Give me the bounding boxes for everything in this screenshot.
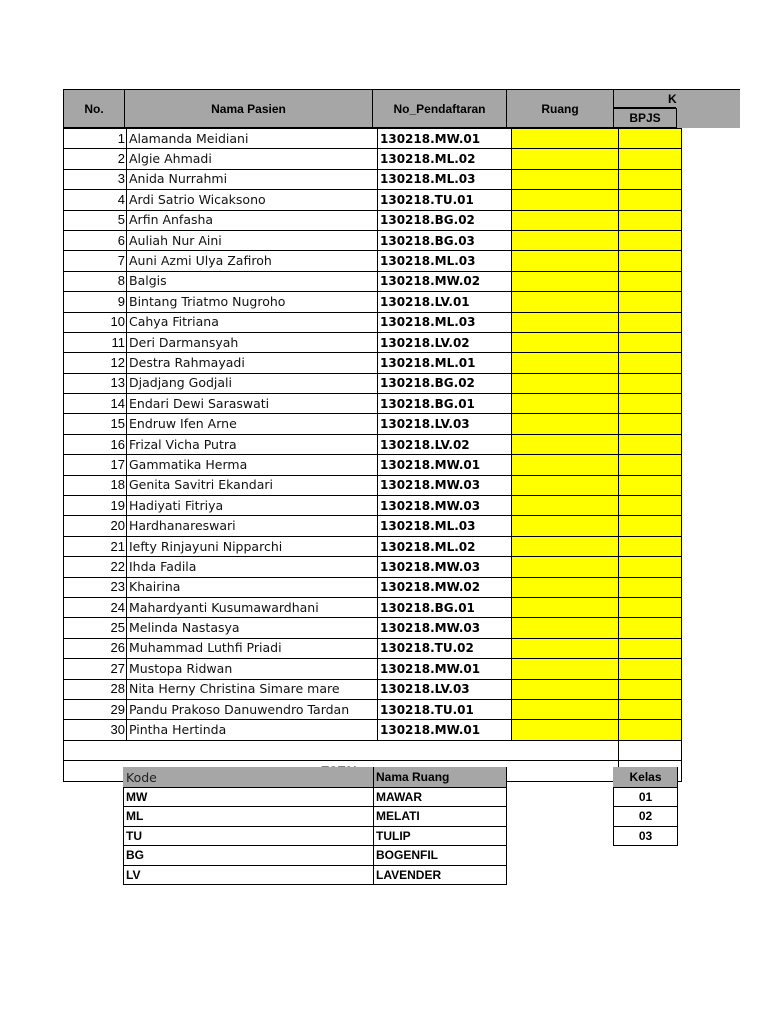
patient-name[interactable]: Bintang Triatmo Nugroho (127, 292, 378, 312)
row-number[interactable]: 27 (64, 659, 127, 679)
table-row (64, 638, 682, 658)
registration-number[interactable]: 130218.MW.01 (378, 659, 512, 679)
table-row (64, 496, 682, 516)
header-kelas: K (613, 89, 740, 108)
kelas-row (614, 787, 678, 807)
registration-number[interactable]: 130218.LV.03 (378, 679, 512, 699)
table-row (64, 679, 682, 699)
patient-name[interactable]: Mustopa Ridwan (127, 659, 378, 679)
ruang-nama[interactable]: MELATI (374, 807, 507, 827)
kelas-table (613, 767, 678, 846)
bpjs-cell[interactable] (619, 394, 682, 414)
ruang-cell[interactable] (512, 312, 619, 332)
table-row (64, 312, 682, 332)
ruang-kode[interactable]: MW (124, 787, 374, 807)
row-number[interactable]: 1 (64, 129, 127, 149)
bpjs-cell[interactable] (619, 414, 682, 434)
empty-bpjs-cell[interactable] (619, 740, 682, 760)
registration-number[interactable]: 130218.MW.01 (378, 129, 512, 149)
patient-name[interactable]: Destra Rahmayadi (127, 353, 378, 373)
ruang-table (123, 767, 507, 885)
patient-name[interactable]: Endari Dewi Saraswati (127, 394, 378, 414)
row-number[interactable]: 18 (64, 475, 127, 495)
kelas-value[interactable]: 01 (614, 787, 678, 807)
registration-number[interactable]: 130218.LV.01 (378, 292, 512, 312)
registration-number[interactable]: 130218.BG.01 (378, 597, 512, 617)
bpjs-cell[interactable] (619, 659, 682, 679)
table-row (64, 659, 682, 679)
table-row (64, 129, 682, 149)
patient-name[interactable]: Frizal Vicha Putra (127, 434, 378, 454)
ruang-cell[interactable] (512, 720, 619, 740)
ruang-kode[interactable]: TU (124, 826, 374, 846)
kelas-row (614, 807, 678, 827)
ruang-nama[interactable]: LAVENDER (374, 865, 507, 885)
ruang-cell[interactable] (512, 169, 619, 189)
registration-number[interactable]: 130218.MW.02 (378, 577, 512, 597)
patient-name[interactable]: Pandu Prakoso Danuwendro Tardan (127, 699, 378, 719)
ruang-cell[interactable] (512, 251, 619, 271)
row-number[interactable]: 7 (64, 251, 127, 271)
row-number[interactable]: 10 (64, 312, 127, 332)
patient-name[interactable]: Alamanda Meidiani (127, 129, 378, 149)
patient-name[interactable]: Muhammad Luthfi Priadi (127, 638, 378, 658)
patient-name[interactable]: Hardhanareswari (127, 516, 378, 536)
table-row (64, 230, 682, 250)
table-row (64, 516, 682, 536)
ruang-cell[interactable] (512, 332, 619, 352)
kelas-table-header (614, 768, 678, 788)
bpjs-cell[interactable] (619, 312, 682, 332)
bpjs-cell[interactable] (619, 597, 682, 617)
registration-number[interactable]: 130218.MW.03 (378, 496, 512, 516)
ruang-cell[interactable] (512, 210, 619, 230)
table-row (64, 373, 682, 393)
kelas-row (614, 826, 678, 846)
table-row (64, 434, 682, 454)
table-row (64, 536, 682, 556)
bpjs-cell[interactable] (619, 434, 682, 454)
registration-number[interactable]: 130218.ML.03 (378, 312, 512, 332)
row-number[interactable]: 16 (64, 434, 127, 454)
bpjs-cell[interactable] (619, 230, 682, 250)
row-number[interactable]: 3 (64, 169, 127, 189)
ruang-cell[interactable] (512, 190, 619, 210)
ruang-kode[interactable]: LV (124, 865, 374, 885)
ruang-cell[interactable] (512, 557, 619, 577)
patient-name[interactable]: Arfin Anfasha (127, 210, 378, 230)
row-number[interactable]: 25 (64, 618, 127, 638)
registration-number[interactable]: 130218.MW.03 (378, 557, 512, 577)
patient-name[interactable]: Ihda Fadila (127, 557, 378, 577)
row-number[interactable]: 15 (64, 414, 127, 434)
row-number[interactable]: 20 (64, 516, 127, 536)
header-bpjs: BPJS (613, 108, 677, 128)
kode-header: Kode (124, 768, 374, 788)
table-row (64, 414, 682, 434)
row-number[interactable]: 14 (64, 394, 127, 414)
bpjs-cell[interactable] (619, 496, 682, 516)
ruang-cell[interactable] (512, 373, 619, 393)
ruang-cell[interactable] (512, 271, 619, 291)
patient-name[interactable]: Algie Ahmadi (127, 149, 378, 169)
bpjs-cell[interactable] (619, 618, 682, 638)
patient-name[interactable]: Endruw Ifen Arne (127, 414, 378, 434)
table-row (64, 292, 682, 312)
table-row (64, 475, 682, 495)
nama-ruang-header: Nama Ruang (374, 768, 507, 788)
ruang-cell[interactable] (512, 679, 619, 699)
bpjs-cell[interactable] (619, 373, 682, 393)
patient-name[interactable]: Djadjang Godjali (127, 373, 378, 393)
patient-name[interactable]: Iefty Rinjayuni Nipparchi (127, 536, 378, 556)
header-kelas-extension (677, 108, 740, 128)
registration-number[interactable]: 130218.ML.01 (378, 353, 512, 373)
row-number[interactable]: 17 (64, 455, 127, 475)
registration-number[interactable]: 130218.TU.01 (378, 699, 512, 719)
registration-number[interactable]: 130218.ML.03 (378, 251, 512, 271)
row-number[interactable]: 9 (64, 292, 127, 312)
ruang-nama[interactable]: BOGENFIL (374, 846, 507, 866)
registration-number[interactable]: 130218.BG.01 (378, 394, 512, 414)
bpjs-cell[interactable] (619, 292, 682, 312)
ruang-row (124, 846, 507, 866)
table-row (64, 149, 682, 169)
bpjs-cell[interactable] (619, 210, 682, 230)
patient-name[interactable]: Auni Azmi Ulya Zafiroh (127, 251, 378, 271)
bpjs-cell[interactable] (619, 475, 682, 495)
ruang-cell[interactable] (512, 455, 619, 475)
table-row (64, 455, 682, 475)
ruang-cell[interactable] (512, 516, 619, 536)
table-row (64, 577, 682, 597)
row-number[interactable]: 26 (64, 638, 127, 658)
header-no: No. (63, 89, 124, 128)
ruang-row (124, 807, 507, 827)
ruang-cell[interactable] (512, 149, 619, 169)
table-row (64, 720, 682, 740)
registration-number[interactable]: 130218.ML.02 (378, 536, 512, 556)
bpjs-cell[interactable] (619, 679, 682, 699)
row-number[interactable]: 4 (64, 190, 127, 210)
ruang-cell[interactable] (512, 434, 619, 454)
ruang-cell[interactable] (512, 292, 619, 312)
kelas-value[interactable]: 02 (614, 807, 678, 827)
empty-row (64, 740, 682, 760)
table-row (64, 353, 682, 373)
row-number[interactable]: 12 (64, 353, 127, 373)
row-number[interactable]: 30 (64, 720, 127, 740)
table-row (64, 190, 682, 210)
table-row (64, 699, 682, 719)
patient-name[interactable]: Khairina (127, 577, 378, 597)
bpjs-cell[interactable] (619, 353, 682, 373)
bpjs-cell[interactable] (619, 455, 682, 475)
table-row (64, 169, 682, 189)
ruang-row (124, 787, 507, 807)
patient-name[interactable]: Mahardyanti Kusumawardhani (127, 597, 378, 617)
registration-number[interactable]: 130218.LV.03 (378, 414, 512, 434)
table-row (64, 210, 682, 230)
bpjs-cell[interactable] (619, 516, 682, 536)
ruang-nama[interactable]: MAWAR (374, 787, 507, 807)
bpjs-cell[interactable] (619, 271, 682, 291)
ruang-row (124, 826, 507, 846)
bpjs-cell[interactable] (619, 169, 682, 189)
bpjs-cell[interactable] (619, 638, 682, 658)
registration-number[interactable]: 130218.MW.03 (378, 618, 512, 638)
row-number[interactable]: 2 (64, 149, 127, 169)
row-number[interactable]: 11 (64, 332, 127, 352)
patient-name[interactable]: Gammatika Herma (127, 455, 378, 475)
row-number[interactable]: 19 (64, 496, 127, 516)
row-number[interactable]: 28 (64, 679, 127, 699)
bpjs-cell[interactable] (619, 332, 682, 352)
registration-number[interactable]: 130218.TU.01 (378, 190, 512, 210)
ruang-cell[interactable] (512, 597, 619, 617)
table-row (64, 618, 682, 638)
registration-number[interactable]: 130218.MW.02 (378, 271, 512, 291)
table-row (64, 597, 682, 617)
patient-name[interactable]: Melinda Nastasya (127, 618, 378, 638)
bpjs-cell[interactable] (619, 536, 682, 556)
ruang-cell[interactable] (512, 536, 619, 556)
registration-number[interactable]: 130218.TU.02 (378, 638, 512, 658)
registration-number[interactable]: 130218.ML.03 (378, 516, 512, 536)
patient-name[interactable]: Auliah Nur Aini (127, 230, 378, 250)
row-number[interactable]: 22 (64, 557, 127, 577)
registration-number[interactable]: 130218.ML.02 (378, 149, 512, 169)
table-row (64, 394, 682, 414)
table-row (64, 557, 682, 577)
ruang-cell[interactable] (512, 394, 619, 414)
header-nama-pasien: Nama Pasien (124, 89, 372, 128)
kelas-value[interactable]: 03 (614, 826, 678, 846)
empty-cell[interactable] (64, 740, 619, 760)
bpjs-cell[interactable] (619, 251, 682, 271)
bpjs-cell[interactable] (619, 720, 682, 740)
kelas-header: Kelas (614, 768, 678, 788)
ruang-cell[interactable] (512, 129, 619, 149)
patient-name[interactable]: Genita Savitri Ekandari (127, 475, 378, 495)
row-number[interactable]: 6 (64, 230, 127, 250)
row-number[interactable]: 24 (64, 597, 127, 617)
ruang-cell[interactable] (512, 577, 619, 597)
ruang-cell[interactable] (512, 496, 619, 516)
registration-number[interactable]: 130218.MW.01 (378, 455, 512, 475)
ruang-cell[interactable] (512, 475, 619, 495)
patient-name[interactable]: Nita Herny Christina Simare mare (127, 679, 378, 699)
ruang-row (124, 865, 507, 885)
registration-number[interactable]: 130218.LV.02 (378, 332, 512, 352)
bpjs-cell[interactable] (619, 149, 682, 169)
ruang-cell[interactable] (512, 699, 619, 719)
table-row (64, 332, 682, 352)
ruang-cell[interactable] (512, 414, 619, 434)
bpjs-cell[interactable] (619, 699, 682, 719)
registration-number[interactable]: 130218.BG.02 (378, 373, 512, 393)
ruang-kode[interactable]: BG (124, 846, 374, 866)
row-number[interactable]: 29 (64, 699, 127, 719)
ruang-cell[interactable] (512, 659, 619, 679)
registration-number[interactable]: 130218.BG.03 (378, 230, 512, 250)
row-number[interactable]: 21 (64, 536, 127, 556)
ruang-cell[interactable] (512, 638, 619, 658)
row-number[interactable]: 23 (64, 577, 127, 597)
row-number[interactable]: 5 (64, 210, 127, 230)
bpjs-cell[interactable] (619, 557, 682, 577)
header-no-pendaftaran: No_Pendaftaran (372, 89, 506, 128)
patient-name[interactable]: Deri Darmansyah (127, 332, 378, 352)
ruang-cell[interactable] (512, 230, 619, 250)
bpjs-cell[interactable] (619, 190, 682, 210)
registration-number[interactable]: 130218.LV.02 (378, 434, 512, 454)
ruang-cell[interactable] (512, 618, 619, 638)
table-row (64, 271, 682, 291)
patient-name[interactable]: Anida Nurrahmi (127, 169, 378, 189)
registration-number[interactable]: 130218.MW.01 (378, 720, 512, 740)
bpjs-cell[interactable] (619, 129, 682, 149)
header-ruang: Ruang (506, 89, 613, 128)
patient-name[interactable]: Hadiyati Fitriya (127, 496, 378, 516)
patient-name[interactable]: Pintha Hertinda (127, 720, 378, 740)
patient-name[interactable]: Ardi Satrio Wicaksono (127, 190, 378, 210)
ruang-table-header (124, 768, 507, 788)
patient-name[interactable]: Balgis (127, 271, 378, 291)
patient-name[interactable]: Cahya Fitriana (127, 312, 378, 332)
bpjs-cell[interactable] (619, 577, 682, 597)
row-number[interactable]: 13 (64, 373, 127, 393)
registration-number[interactable]: 130218.BG.02 (378, 210, 512, 230)
table-row (64, 251, 682, 271)
ruang-cell[interactable] (512, 353, 619, 373)
registration-number[interactable]: 130218.MW.03 (378, 475, 512, 495)
row-number[interactable]: 8 (64, 271, 127, 291)
patient-table (63, 128, 682, 782)
ruang-kode[interactable]: ML (124, 807, 374, 827)
ruang-nama[interactable]: TULIP (374, 826, 507, 846)
registration-number[interactable]: 130218.ML.03 (378, 169, 512, 189)
